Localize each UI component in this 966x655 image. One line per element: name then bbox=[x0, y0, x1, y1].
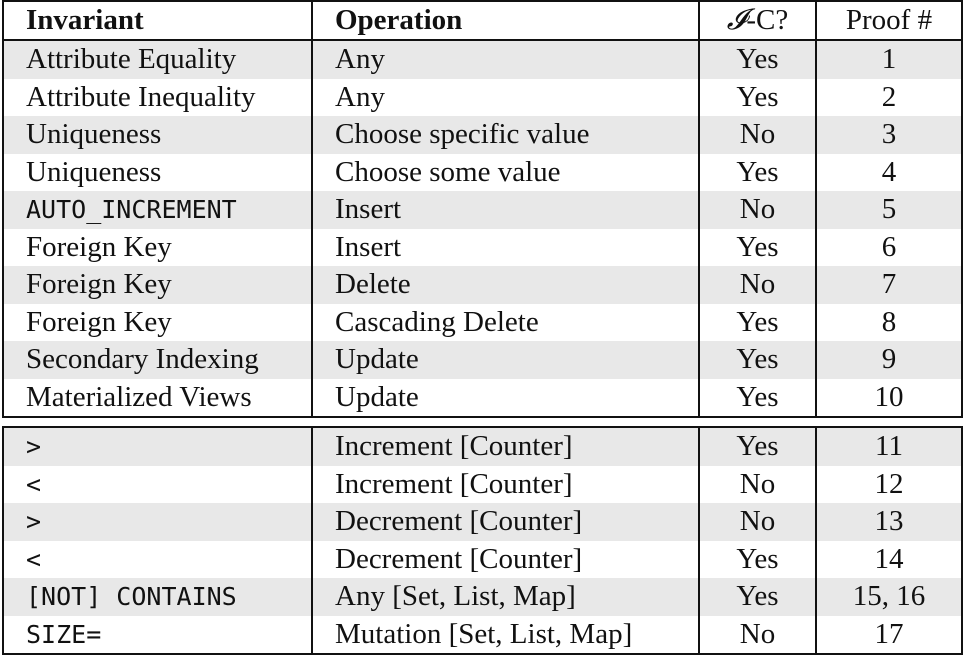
cell-operation: Any [Set, List, Map] bbox=[313, 578, 700, 616]
cell-invariant: [NOT] CONTAINS bbox=[2, 578, 313, 616]
table-row bbox=[2, 116, 963, 154]
cell-invariant: AUTO_INCREMENT bbox=[2, 191, 313, 229]
cell-invariant: Secondary Indexing bbox=[2, 341, 313, 379]
cell-ic: Yes bbox=[700, 229, 817, 267]
cell-proof: 17 bbox=[817, 616, 963, 654]
cell-proof: 14 bbox=[817, 541, 963, 579]
table-row bbox=[2, 304, 963, 342]
cell-invariant: Uniqueness bbox=[2, 154, 313, 192]
cell-operation: Mutation [Set, List, Map] bbox=[313, 616, 700, 654]
cell-proof: 13 bbox=[817, 503, 963, 541]
cell-ic: Yes bbox=[700, 578, 817, 616]
cell-invariant: SIZE= bbox=[2, 616, 313, 654]
cell-ic: Yes bbox=[700, 41, 817, 79]
table-row bbox=[2, 466, 963, 504]
header-ic-symbol: 𝓘 bbox=[726, 4, 747, 36]
cell-proof: 11 bbox=[817, 428, 963, 466]
table-row bbox=[2, 578, 963, 616]
header-operation: Operation bbox=[313, 2, 700, 39]
cell-invariant: Materialized Views bbox=[2, 379, 313, 417]
cell-proof: 12 bbox=[817, 466, 963, 504]
cell-ic: No bbox=[700, 466, 817, 504]
cell-invariant: > bbox=[2, 503, 313, 541]
cell-proof: 10 bbox=[817, 379, 963, 417]
cell-proof: 6 bbox=[817, 229, 963, 267]
cell-ic: Yes bbox=[700, 154, 817, 192]
cell-ic: No bbox=[700, 116, 817, 154]
cell-ic: Yes bbox=[700, 341, 817, 379]
table-row bbox=[2, 379, 963, 417]
cell-proof: 9 bbox=[817, 341, 963, 379]
cell-invariant: Foreign Key bbox=[2, 229, 313, 267]
cell-invariant: Uniqueness bbox=[2, 116, 313, 154]
cell-ic: Yes bbox=[700, 541, 817, 579]
table-row bbox=[2, 503, 963, 541]
cell-ic: Yes bbox=[700, 79, 817, 117]
cell-proof: 2 bbox=[817, 79, 963, 117]
cell-operation: Choose some value bbox=[313, 154, 700, 192]
cell-proof: 4 bbox=[817, 154, 963, 192]
table-row bbox=[2, 191, 963, 229]
cell-operation: Increment [Counter] bbox=[313, 428, 700, 466]
cell-invariant: > bbox=[2, 428, 313, 466]
cell-operation: Decrement [Counter] bbox=[313, 541, 700, 579]
cell-operation: Insert bbox=[313, 191, 700, 229]
cell-operation: Any bbox=[313, 79, 700, 117]
cell-ic: Yes bbox=[700, 428, 817, 466]
cell-operation: Increment [Counter] bbox=[313, 466, 700, 504]
cell-proof: 8 bbox=[817, 304, 963, 342]
cell-invariant: < bbox=[2, 541, 313, 579]
table-header-row bbox=[2, 2, 963, 39]
table-row bbox=[2, 428, 963, 466]
cell-operation: Decrement [Counter] bbox=[313, 503, 700, 541]
cell-proof: 1 bbox=[817, 41, 963, 79]
table-row bbox=[2, 341, 963, 379]
cell-ic: No bbox=[700, 191, 817, 229]
table-section-relational bbox=[2, 41, 963, 418]
cell-operation: Update bbox=[313, 341, 700, 379]
cell-operation: Cascading Delete bbox=[313, 304, 700, 342]
table-row bbox=[2, 616, 963, 654]
cell-ic: No bbox=[700, 616, 817, 654]
header-ic-suffix: -C? bbox=[746, 4, 789, 36]
cell-proof: 7 bbox=[817, 266, 963, 304]
cell-operation: Delete bbox=[313, 266, 700, 304]
cell-ic: No bbox=[700, 503, 817, 541]
cell-operation: Insert bbox=[313, 229, 700, 267]
cell-invariant: Foreign Key bbox=[2, 304, 313, 342]
cell-operation: Any bbox=[313, 41, 700, 79]
invariant-confluence-table bbox=[2, 0, 963, 655]
table-section-crdt bbox=[2, 428, 963, 655]
cell-operation: Update bbox=[313, 379, 700, 417]
cell-ic: Yes bbox=[700, 379, 817, 417]
header-invariant: Invariant bbox=[2, 2, 313, 39]
cell-proof: 5 bbox=[817, 191, 963, 229]
header-ic bbox=[700, 2, 817, 39]
table-row bbox=[2, 266, 963, 304]
header-proof: Proof # bbox=[817, 2, 963, 39]
cell-invariant: Attribute Equality bbox=[2, 41, 313, 79]
cell-invariant: Attribute Inequality bbox=[2, 79, 313, 117]
cell-ic: Yes bbox=[700, 304, 817, 342]
cell-proof: 3 bbox=[817, 116, 963, 154]
cell-invariant: Foreign Key bbox=[2, 266, 313, 304]
cell-operation: Choose specific value bbox=[313, 116, 700, 154]
table-row bbox=[2, 154, 963, 192]
table-row bbox=[2, 41, 963, 79]
cell-ic: No bbox=[700, 266, 817, 304]
cell-proof: 15, 16 bbox=[817, 578, 963, 616]
table-row bbox=[2, 79, 963, 117]
cell-invariant: < bbox=[2, 466, 313, 504]
table-row bbox=[2, 229, 963, 267]
table-row bbox=[2, 541, 963, 579]
section-gap bbox=[2, 418, 963, 426]
